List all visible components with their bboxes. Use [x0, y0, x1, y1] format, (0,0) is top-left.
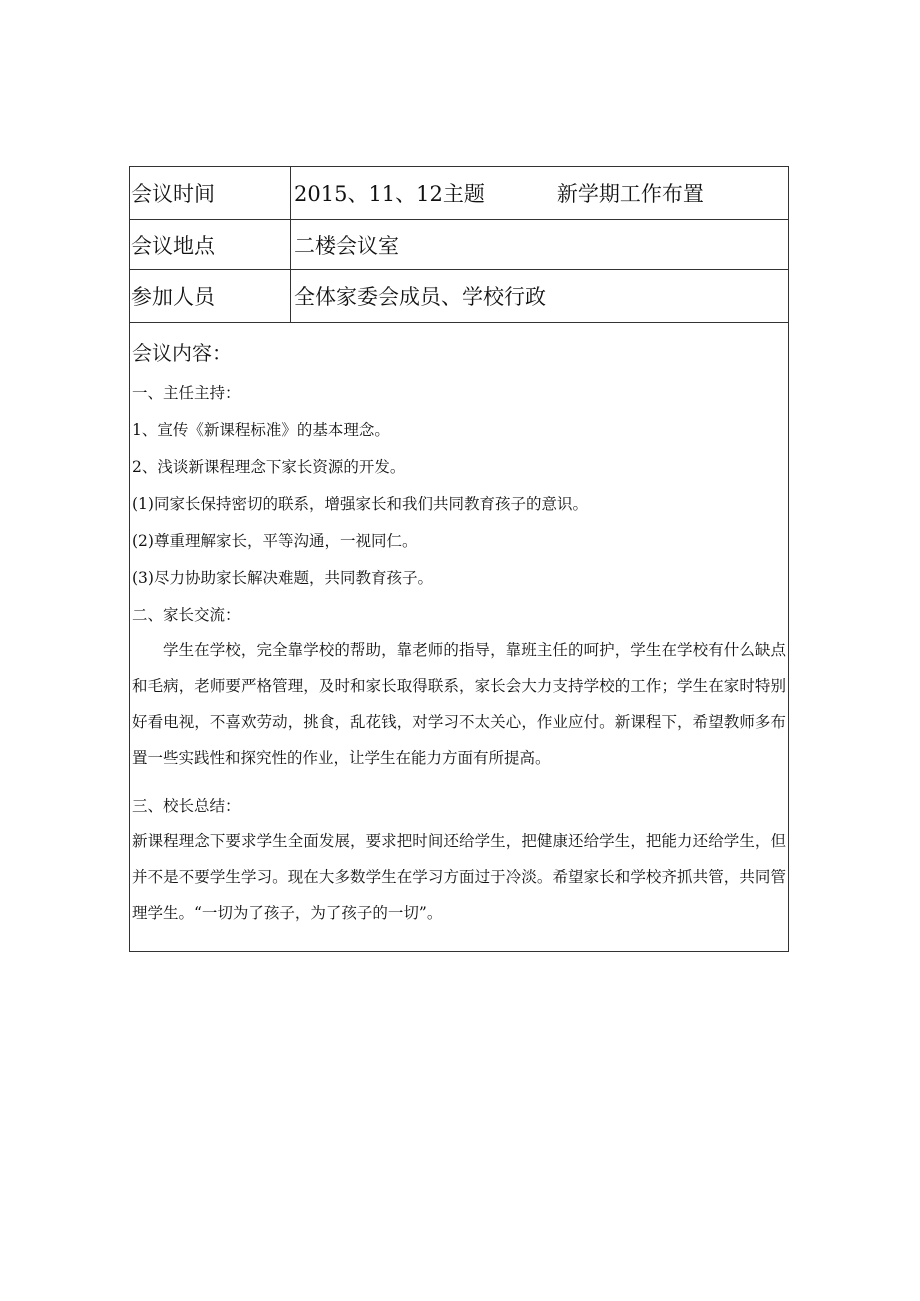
- attendees-value: 全体家委会成员、学校行政: [294, 285, 546, 309]
- meeting-time-label: 会议时间: [130, 167, 291, 219]
- meeting-record-table: [129, 166, 789, 952]
- content-title: 会议内容：: [132, 341, 232, 365]
- attendees-row: [130, 270, 788, 323]
- list-item: 2、浅谈新课程理念下家长资源的开发。: [132, 458, 406, 476]
- section-heading-principal: 三、校长总结：: [132, 797, 241, 815]
- list-item: (3)尽力协助家长解决难题，共同教育孩子。: [132, 569, 433, 587]
- parent-exchange-paragraph: 学生在学校，完全靠学校的帮助，靠老师的指导，靠班主任的呵护，学生在学校有什么缺点和毛病，老师要严格管理，及时和家长取得联系，家长会大力支持学校的工作；学生在家时特别好看电视，不喜欢劳动，挑食，乱花钱，对学习不太关心，作业应付。新课程下，希望教师多布置一些实践性和探究性的作业，让学生在能力方面有所提高。: [132, 641, 786, 767]
- meeting-place-label: 会议地点: [130, 220, 291, 269]
- meeting-place-value: 二楼会议室: [294, 233, 399, 258]
- section-heading-parents: 二、家长交流：: [132, 606, 241, 624]
- meeting-topic-value: 新学期工作布置: [556, 182, 704, 206]
- meeting-time-row: [130, 167, 788, 220]
- list-item: (2)尊重理解家长，平等沟通，一视同仁。: [132, 532, 418, 550]
- meeting-place-row: [130, 220, 788, 270]
- list-item: 1、宣传《新课程标准》的基本理念。: [132, 421, 390, 439]
- list-item: (1)同家长保持密切的联系，增强家长和我们共同教育孩子的意识。: [132, 495, 588, 513]
- meeting-topic-label: 主题: [442, 182, 485, 206]
- principal-summary-paragraph: 新课程理念下要求学生全面发展，要求把时间还给学生，把健康还给学生，把能力还给学生，但并不是不要学生学习。现在大多数学生在学习方面过于冷淡。希望家长和学校齐抓共管，共同管理学生。“一切为了孩子，为了孩子的一切”。: [132, 832, 786, 922]
- attendees-label: 参加人员: [130, 270, 291, 322]
- section-heading-host: 一、主任主持：: [132, 384, 241, 402]
- meeting-time-value: 2015、11、12: [294, 182, 443, 206]
- meeting-time-cell: [291, 167, 788, 219]
